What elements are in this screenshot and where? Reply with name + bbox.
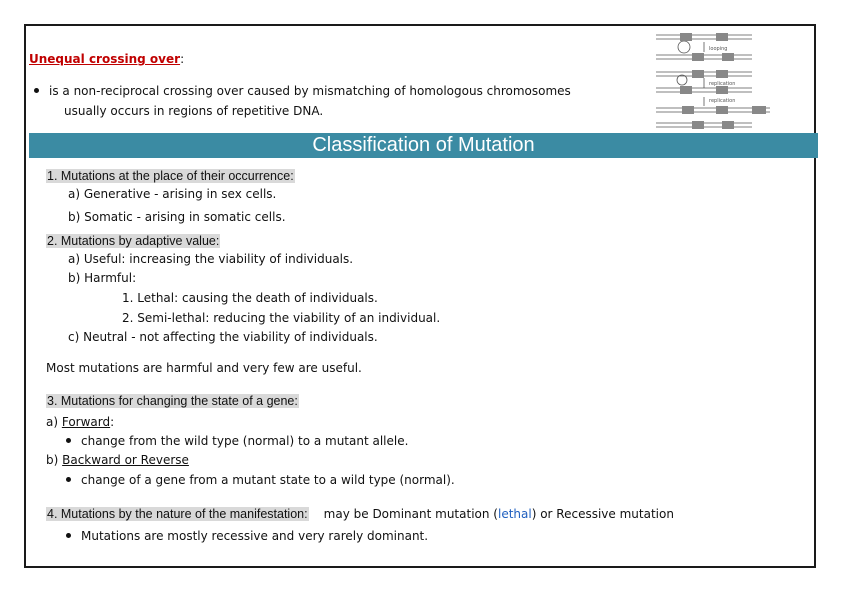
mutation-note: Most mutations are harmful and very few are useful.	[46, 361, 362, 375]
section-3-heading: 3. Mutations for changing the state of a gene:	[47, 394, 298, 408]
section-2-item-b2: 2. Semi-lethal: reducing the viability of an individual.	[122, 311, 441, 325]
section-3-item-a: a) Forward:	[46, 415, 115, 429]
bullet-icon	[66, 438, 71, 443]
section-1-heading: 1. Mutations at the place of their occurrence:	[47, 169, 294, 183]
section-3-item-b: b) Backward or Reverse	[46, 453, 189, 467]
section-3-bullet-a: change from the wild type (normal) to a mutant allele.	[66, 433, 408, 449]
diagram-label-looping: looping	[709, 46, 728, 52]
section-banner: Classification of Mutation	[29, 133, 818, 158]
section-3-bullet-b: change of a gene from a mutant state to a wild type (normal).	[66, 472, 455, 488]
bullet-icon	[66, 477, 71, 482]
section-2-item-a: a) Useful: increasing the viability of individuals.	[68, 252, 354, 266]
forward-term: Forward	[61, 415, 111, 429]
unequal-bullet-line2: usually occurs in regions of repetitive DNA.	[64, 104, 324, 118]
diagram-label-replication-1: replication	[709, 81, 736, 87]
section-2-heading: 2. Mutations by adaptive value:	[47, 234, 220, 248]
unequal-crossing-title: Unequal crossing over:	[29, 52, 185, 66]
bullet-icon	[66, 533, 71, 538]
unequal-crossing-diagram	[652, 30, 774, 130]
bullet-icon	[34, 88, 39, 93]
section-2-item-b: b) Harmful:	[68, 271, 137, 285]
section-1-item-a: a) Generative - arising in sex cells.	[68, 187, 277, 201]
section-4-heading: 4. Mutations by the nature of the manifestation:	[47, 507, 308, 521]
diagram-label-replication-2: replication	[709, 98, 736, 104]
section-4-text: may be Dominant mutation (lethal) or Recessive mutation	[323, 507, 674, 521]
unequal-title-text: Unequal crossing over	[29, 52, 181, 66]
lethal-highlight: lethal	[497, 507, 532, 521]
section-4-row	[46, 503, 674, 522]
section-1-item-b: b) Somatic - arising in somatic cells.	[68, 210, 286, 224]
backward-term: Backward or Reverse	[62, 453, 189, 467]
unequal-bullet-line1: is a non-reciprocal crossing over caused by mismatching of homologous chromosomes	[34, 83, 571, 99]
section-4-bullet: Mutations are mostly recessive and very rarely dominant.	[66, 528, 428, 544]
section-2-item-c: c) Neutral - not affecting the viability of individuals.	[68, 330, 378, 344]
section-2-item-b1: 1. Lethal: causing the death of individuals.	[122, 291, 378, 305]
